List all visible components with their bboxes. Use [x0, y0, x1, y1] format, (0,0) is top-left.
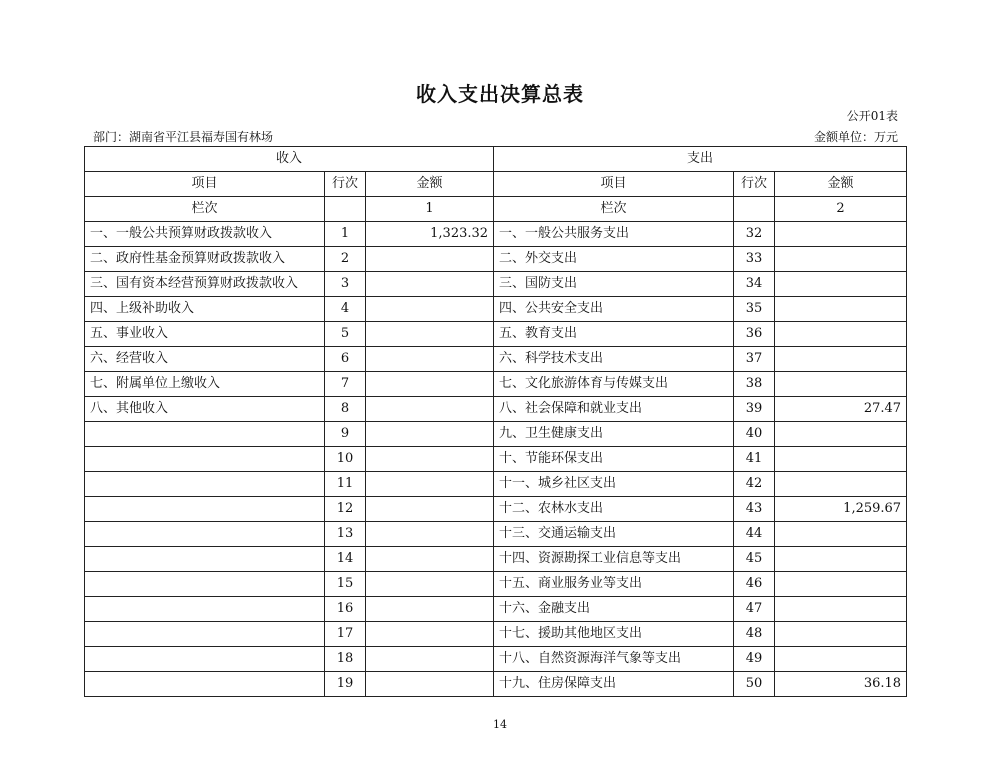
income-item-cell: [85, 572, 325, 597]
table-row: [85, 647, 907, 672]
expense-line-no-cell: 43: [734, 497, 775, 522]
expense-amount-cell: [775, 572, 907, 597]
expense-item-cell: 十八、自然资源海洋气象等支出: [494, 647, 734, 672]
income-amount-cell: [366, 347, 494, 372]
expense-item-cell: 七、文化旅游体育与传媒支出: [494, 372, 734, 397]
income-amount-cell: [366, 247, 494, 272]
expense-item-cell: 六、科学技术支出: [494, 347, 734, 372]
expense-line-no-cell: 44: [734, 522, 775, 547]
income-line-no-cell: 1: [325, 222, 366, 247]
table-row: [85, 522, 907, 547]
expense-item-header: 项目: [494, 172, 734, 197]
expense-item-cell: 十九、住房保障支出: [494, 672, 734, 697]
income-item-cell: 三、国有资本经营预算财政拨款收入: [85, 272, 325, 297]
income-item-cell: 一、一般公共预算财政拨款收入: [85, 222, 325, 247]
income-item-cell: [85, 522, 325, 547]
income-line-no-cell: 2: [325, 247, 366, 272]
table-row: [85, 272, 907, 297]
expense-amount-cell: 1,259.67: [775, 497, 907, 522]
expense-item-cell: 十一、城乡社区支出: [494, 472, 734, 497]
income-line-no-cell: 19: [325, 672, 366, 697]
income-amount-cell: [366, 447, 494, 472]
page-title: 收入支出决算总表: [416, 82, 584, 106]
expense-line-no-cell: 33: [734, 247, 775, 272]
table-row: [85, 447, 907, 472]
expense-item-cell: 三、国防支出: [494, 272, 734, 297]
page-number: 14: [493, 718, 507, 731]
expense-line-no-cell: 46: [734, 572, 775, 597]
column-number-row: [85, 197, 907, 222]
income-item-cell: 二、政府性基金预算财政拨款收入: [85, 247, 325, 272]
table-row: [85, 297, 907, 322]
income-column-row-label: 栏次: [85, 197, 325, 222]
income-amount-cell: [366, 472, 494, 497]
table-row: [85, 322, 907, 347]
table-row: [85, 222, 907, 247]
income-line-no-cell: 13: [325, 522, 366, 547]
income-amount-cell: [366, 372, 494, 397]
income-item-header: 项目: [85, 172, 325, 197]
income-item-cell: [85, 647, 325, 672]
expense-line-no-cell: 50: [734, 672, 775, 697]
expense-line-no-cell: 38: [734, 372, 775, 397]
income-line-no-cell: 12: [325, 497, 366, 522]
expense-item-cell: 十四、资源勘探工业信息等支出: [494, 547, 734, 572]
expense-column-row-label: 栏次: [494, 197, 734, 222]
income-line-no-cell: 8: [325, 397, 366, 422]
expense-amount-cell: 27.47: [775, 397, 907, 422]
table-row: [85, 547, 907, 572]
expense-line-no-cell: 36: [734, 322, 775, 347]
department-label: 部门：湖南省平江县福寿国有林场: [93, 130, 274, 144]
income-line-no-cell: 9: [325, 422, 366, 447]
income-line-no-blank: [325, 197, 366, 222]
expense-amount-cell: 36.18: [775, 672, 907, 697]
income-amount-header: 金额: [366, 172, 494, 197]
expense-line-no-header: 行次: [734, 172, 775, 197]
income-line-no-cell: 4: [325, 297, 366, 322]
income-amount-cell: [366, 572, 494, 597]
expense-item-cell: 十二、农林水支出: [494, 497, 734, 522]
income-item-cell: [85, 672, 325, 697]
expense-item-cell: 四、公共安全支出: [494, 297, 734, 322]
expense-amount-cell: [775, 647, 907, 672]
income-amount-cell: [366, 672, 494, 697]
income-item-cell: 四、上级补助收入: [85, 297, 325, 322]
expense-line-no-cell: 35: [734, 297, 775, 322]
income-amount-cell: [366, 597, 494, 622]
income-section-header: 收入: [85, 147, 494, 172]
expense-amount-cell: [775, 222, 907, 247]
income-expense-table: [84, 146, 907, 697]
income-line-no-cell: 16: [325, 597, 366, 622]
income-line-no-cell: 14: [325, 547, 366, 572]
income-amount-cell: [366, 322, 494, 347]
income-item-cell: 五、事业收入: [85, 322, 325, 347]
table-row: [85, 672, 907, 697]
expense-amount-header: 金额: [775, 172, 907, 197]
table-row: [85, 497, 907, 522]
table-row: [85, 622, 907, 647]
table-body: [85, 222, 907, 697]
income-amount-cell: [366, 622, 494, 647]
expense-line-no-cell: 34: [734, 272, 775, 297]
income-line-no-cell: 5: [325, 322, 366, 347]
income-item-cell: [85, 597, 325, 622]
income-item-cell: [85, 547, 325, 572]
income-amount-cell: [366, 397, 494, 422]
table-row: [85, 422, 907, 447]
expense-item-cell: 十、节能环保支出: [494, 447, 734, 472]
income-line-no-cell: 15: [325, 572, 366, 597]
expense-item-cell: 五、教育支出: [494, 322, 734, 347]
income-item-cell: 八、其他收入: [85, 397, 325, 422]
income-item-cell: 七、附属单位上缴收入: [85, 372, 325, 397]
expense-item-cell: 十五、商业服务业等支出: [494, 572, 734, 597]
income-line-no-cell: 6: [325, 347, 366, 372]
expense-amount-cell: [775, 347, 907, 372]
form-code: 公开01表: [846, 109, 898, 123]
income-amount-cell: [366, 647, 494, 672]
table-row: [85, 247, 907, 272]
expense-item-cell: 二、外交支出: [494, 247, 734, 272]
expense-item-cell: 十三、交通运输支出: [494, 522, 734, 547]
income-amount-cell: 1,323.32: [366, 222, 494, 247]
income-column-number: 1: [366, 197, 494, 222]
expense-amount-cell: [775, 472, 907, 497]
expense-item-cell: 八、社会保障和就业支出: [494, 397, 734, 422]
income-amount-cell: [366, 272, 494, 297]
income-line-no-header: 行次: [325, 172, 366, 197]
expense-item-cell: 十七、援助其他地区支出: [494, 622, 734, 647]
expense-amount-cell: [775, 522, 907, 547]
income-amount-cell: [366, 422, 494, 447]
expense-amount-cell: [775, 297, 907, 322]
expense-line-no-cell: 39: [734, 397, 775, 422]
table-row: [85, 372, 907, 397]
income-item-cell: [85, 497, 325, 522]
expense-amount-cell: [775, 322, 907, 347]
expense-amount-cell: [775, 622, 907, 647]
income-item-cell: [85, 447, 325, 472]
income-line-no-cell: 7: [325, 372, 366, 397]
expense-amount-cell: [775, 372, 907, 397]
income-line-no-cell: 3: [325, 272, 366, 297]
expense-section-header: 支出: [494, 147, 907, 172]
table-row: [85, 397, 907, 422]
income-line-no-cell: 18: [325, 647, 366, 672]
income-item-cell: [85, 422, 325, 447]
expense-amount-cell: [775, 247, 907, 272]
expense-line-no-cell: 47: [734, 597, 775, 622]
expense-line-no-cell: 45: [734, 547, 775, 572]
table-row: [85, 347, 907, 372]
expense-line-no-cell: 49: [734, 647, 775, 672]
income-line-no-cell: 17: [325, 622, 366, 647]
expense-line-no-cell: 42: [734, 472, 775, 497]
expense-line-no-cell: 41: [734, 447, 775, 472]
expense-amount-cell: [775, 547, 907, 572]
income-item-cell: [85, 622, 325, 647]
income-amount-cell: [366, 547, 494, 572]
expense-amount-cell: [775, 422, 907, 447]
column-header-row: [85, 172, 907, 197]
expense-amount-cell: [775, 447, 907, 472]
income-amount-cell: [366, 497, 494, 522]
amount-unit-label: 金额单位：万元: [813, 130, 898, 144]
table-row: [85, 572, 907, 597]
expense-line-no-blank: [734, 197, 775, 222]
income-line-no-cell: 11: [325, 472, 366, 497]
expense-amount-cell: [775, 272, 907, 297]
section-header-row: [85, 147, 907, 172]
expense-line-no-cell: 40: [734, 422, 775, 447]
income-item-cell: [85, 472, 325, 497]
income-amount-cell: [366, 522, 494, 547]
income-line-no-cell: 10: [325, 447, 366, 472]
expense-column-number: 2: [775, 197, 907, 222]
expense-item-cell: 九、卫生健康支出: [494, 422, 734, 447]
table-row: [85, 597, 907, 622]
income-item-cell: 六、经营收入: [85, 347, 325, 372]
expense-line-no-cell: 37: [734, 347, 775, 372]
expense-line-no-cell: 32: [734, 222, 775, 247]
table-row: [85, 472, 907, 497]
expense-item-cell: 一、一般公共服务支出: [494, 222, 734, 247]
expense-line-no-cell: 48: [734, 622, 775, 647]
expense-amount-cell: [775, 597, 907, 622]
income-amount-cell: [366, 297, 494, 322]
expense-item-cell: 十六、金融支出: [494, 597, 734, 622]
